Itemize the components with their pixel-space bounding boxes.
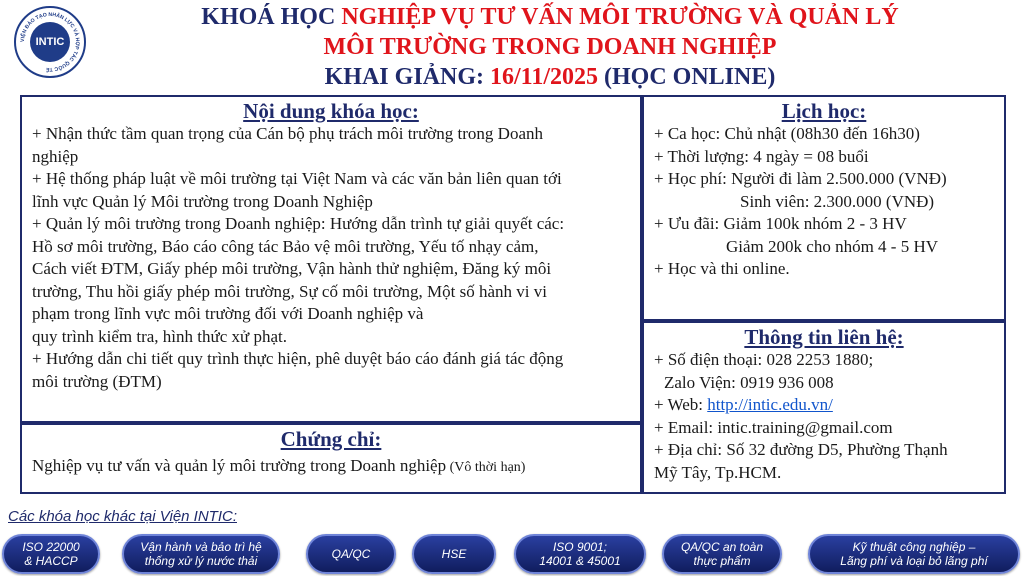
course-label: Lãng phí và loại bỏ lãng phí bbox=[840, 554, 988, 568]
certificate-line bbox=[32, 455, 630, 480]
content-line: + Hướng dẫn chi tiết quy trình thực hiện, phê duyệt báo cáo đánh giá tác động bbox=[32, 349, 564, 368]
content-line: Hồ sơ môi trường, Báo cáo công tác Bảo vệ môi trường, Yếu tố nhạy cảm, bbox=[32, 236, 539, 256]
course-label: 14001 & 45001 bbox=[539, 554, 621, 568]
content-line: nghiệp bbox=[32, 146, 79, 166]
online-note: + Học và thi online. bbox=[654, 259, 790, 278]
course-food-safety-button[interactable] bbox=[662, 534, 782, 574]
course-qaqc-button[interactable] bbox=[306, 534, 396, 574]
website-link[interactable]: http://intic.edu.vn/ bbox=[707, 395, 833, 414]
content-line: quy trình kiểm tra, hình thức xử phạt. bbox=[32, 326, 287, 346]
schedule-title: Lịch học: bbox=[781, 99, 867, 123]
course-label: Kỹ thuật công nghiệp – bbox=[852, 540, 976, 554]
course-label: thống xử lý nước thải bbox=[144, 554, 258, 568]
course-label: thực phẩm bbox=[693, 554, 751, 568]
course-hse-button[interactable] bbox=[412, 534, 496, 574]
contact-address-1: + Địa chỉ: Số 32 đường D5, Phường Thạnh bbox=[654, 440, 948, 459]
contact-title: Thông tin liên hệ: bbox=[744, 325, 904, 349]
content-line: môi trường (ĐTM) bbox=[32, 371, 162, 391]
other-courses-title: Các khóa học khác tại Viện INTIC: bbox=[8, 508, 237, 525]
content-line: + Quản lý môi trường trong Doanh nghiệp: Hướng dẫn trình tự giải quyết các: bbox=[32, 214, 565, 233]
content-line: lĩnh vực Quản lý Môi trường trong Doanh Nghiệp bbox=[32, 191, 373, 211]
course-header bbox=[90, 2, 1010, 92]
certificate-text: Nghiệp vụ tư vấn và quản lý môi trường trong Doanh nghiệp bbox=[32, 456, 447, 475]
certificate-validity: (Vô thời hạn) bbox=[446, 460, 526, 475]
content-line: + Nhận thức tầm quan trọng của Cán bộ phụ trách môi trường trong Doanh bbox=[32, 124, 544, 143]
content-line: Cách viết ĐTM, Giấy phép môi trường, Vận hành thử nghiệm, Đăng ký môi bbox=[32, 259, 552, 278]
course-label: & HACCP bbox=[24, 554, 78, 568]
course-label: ISO 9001; bbox=[552, 540, 608, 554]
start-date: 16/11/2025 bbox=[489, 64, 598, 90]
contact-email: + Email: intic.training@gmail.com bbox=[654, 417, 893, 437]
certificate-title: Chứng chỉ: bbox=[280, 427, 382, 451]
learning-mode: (HỌC ONLINE) bbox=[598, 64, 776, 90]
course-label: Vận hành và bảo trì hệ bbox=[140, 540, 262, 554]
course-iso9001-button[interactable] bbox=[514, 534, 646, 574]
fee-student: Sinh viên: 2.300.000 (VNĐ) bbox=[740, 191, 935, 211]
course-label: HSE bbox=[441, 547, 467, 561]
schedule-box bbox=[642, 95, 1006, 321]
logo-core-text: INTIC bbox=[30, 22, 70, 62]
discount-line-2: Giảm 200k cho nhóm 4 - 5 HV bbox=[726, 236, 939, 256]
course-wastewater-button[interactable] bbox=[122, 534, 280, 574]
logo-ring-text: VIỆN ĐÀO TẠO NHÂN LỰC VÀ HỢP TÁC QUỐC TẾ bbox=[19, 11, 81, 73]
content-title: Nội dung khóa học: bbox=[243, 99, 419, 123]
content-line: + Hệ thống pháp luật về môi trường tại Việt Nam và các văn bản liên quan tới bbox=[32, 169, 562, 188]
discount-line-1: + Ưu đãi: Giảm 100k nhóm 2 - 3 HV bbox=[654, 214, 907, 233]
course-lean-button[interactable] bbox=[808, 534, 1020, 574]
schedule-session: + Ca học: Chủ nhật (08h30 đến 16h30) bbox=[654, 124, 920, 143]
intic-logo bbox=[14, 6, 86, 78]
content-line: trường, Thu hồi giấy phép môi trường, Sự cố môi trường, Một số hành vi vi bbox=[32, 281, 547, 301]
header-line-3 bbox=[90, 62, 1010, 92]
contact-box bbox=[642, 321, 1006, 494]
contact-address-2: Mỹ Tây, Tp.HCM. bbox=[654, 462, 782, 482]
contact-zalo: Zalo Viện: 0919 936 008 bbox=[664, 372, 834, 392]
course-name-part1: NGHIỆP VỤ TƯ VẤN MÔI TRƯỜNG VÀ QUẢN LÝ bbox=[341, 4, 899, 30]
course-name-part2: MÔI TRƯỜNG TRONG DOANH NGHIỆP bbox=[323, 34, 777, 60]
course-label: QA/QC bbox=[331, 547, 371, 561]
web-label: + Web: bbox=[654, 395, 708, 414]
course-label: QA/QC an toàn bbox=[680, 540, 764, 554]
course-iso22000-button[interactable] bbox=[2, 534, 100, 574]
header-line-1 bbox=[90, 2, 1010, 32]
course-label: ISO 22000 bbox=[22, 540, 80, 554]
content-line: phạm trong lĩnh vực môi trường đối với Doanh nghiệp và bbox=[32, 304, 424, 323]
schedule-duration: + Thời lượng: 4 ngày = 08 buổi bbox=[654, 146, 869, 166]
contact-phone: + Số điện thoại: 028 2253 1880; bbox=[654, 350, 874, 369]
fee-worker: + Học phí: Người đi làm 2.500.000 (VNĐ) bbox=[654, 169, 947, 188]
start-label: KHAI GIẢNG: bbox=[324, 64, 490, 90]
certificate-box bbox=[20, 423, 642, 494]
course-content-box bbox=[20, 95, 642, 423]
header-prefix: KHOÁ HỌC bbox=[201, 4, 342, 30]
contact-web bbox=[654, 394, 994, 417]
